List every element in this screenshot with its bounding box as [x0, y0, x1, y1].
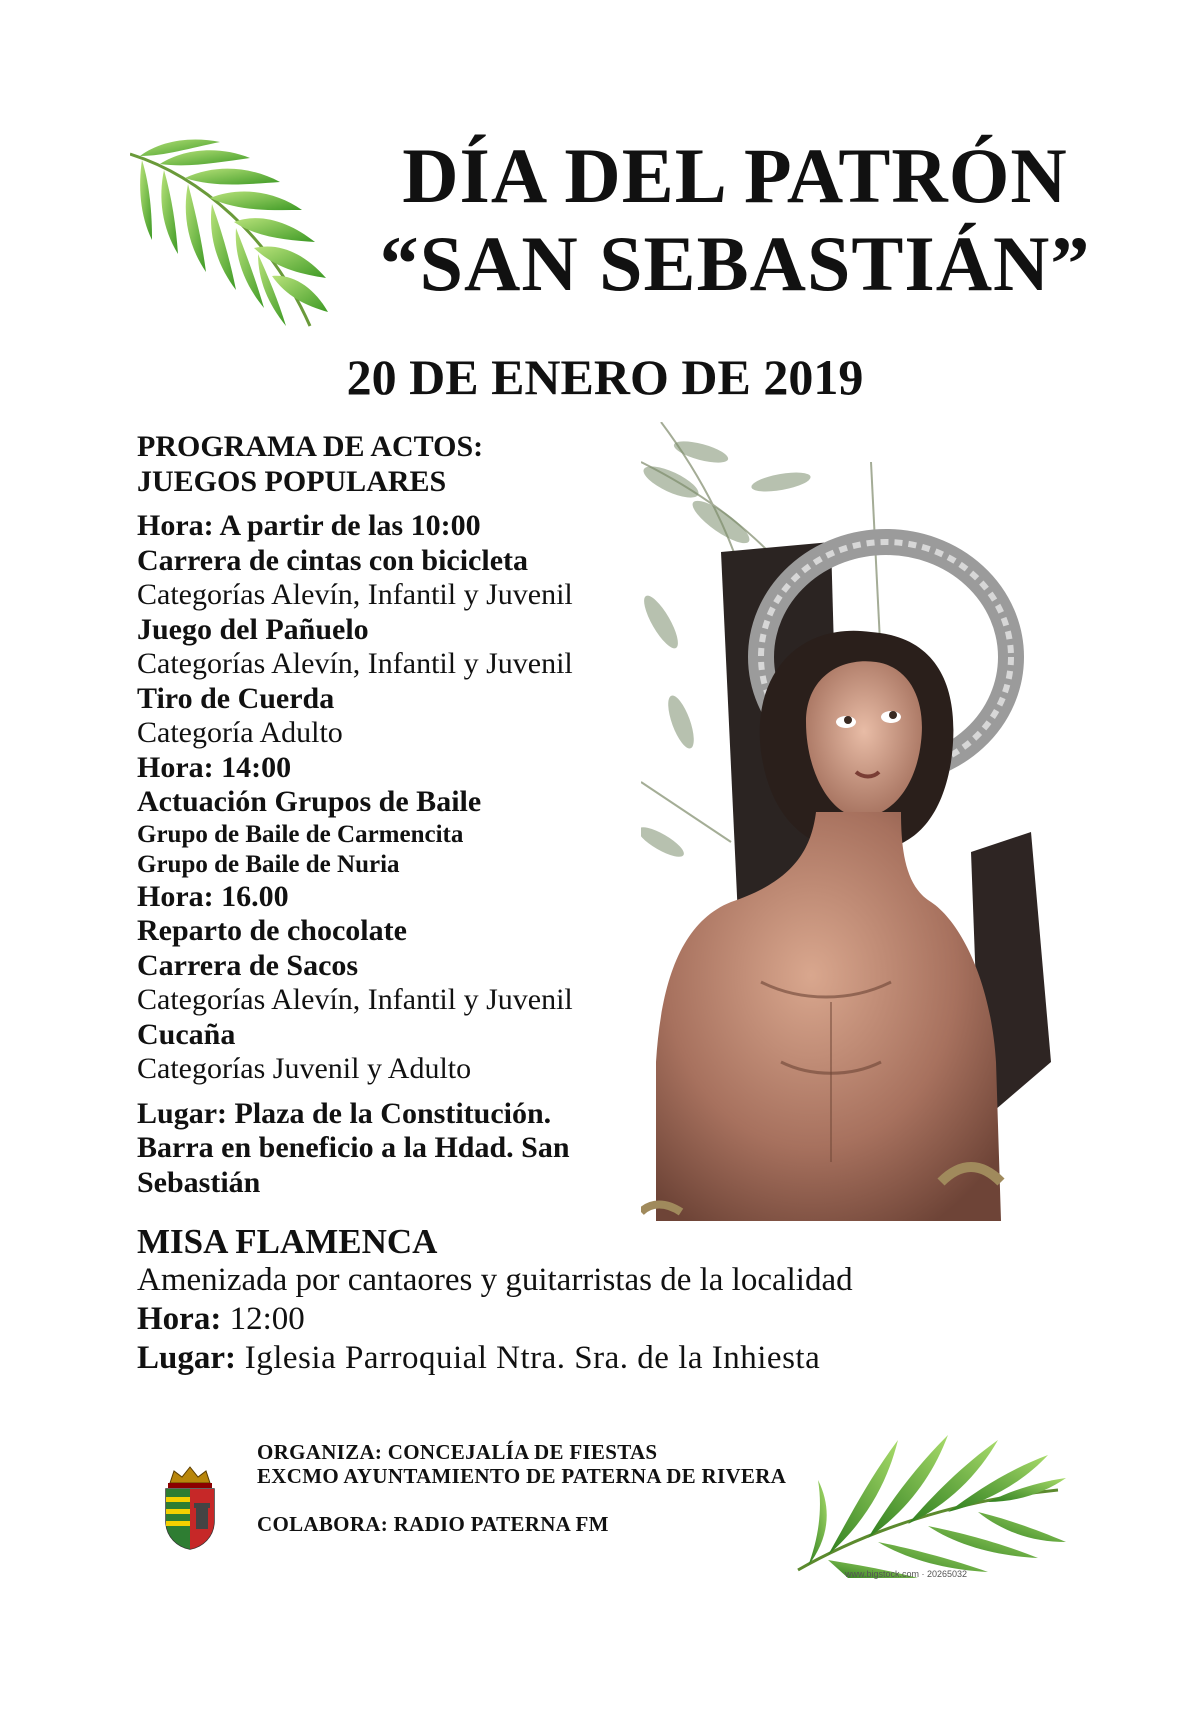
evento-5: Reparto de chocolate	[137, 914, 407, 947]
colabora-line: COLABORA: RADIO PATERNA FM	[257, 1512, 609, 1536]
misa-lugar-label: Lugar:	[137, 1340, 236, 1376]
organiza-line-1: ORGANIZA: CONCEJALÍA DE FIESTAS	[257, 1440, 658, 1464]
evento-4: Actuación Grupos de Baile	[137, 785, 482, 818]
event-date: 20 DE ENERO DE 2019	[346, 349, 864, 405]
evento-1: Carrera de cintas con bicicleta	[137, 543, 529, 577]
grupo-baile-2: Grupo de Baile de Nuria	[137, 850, 400, 878]
misa-hora-value: 12:00	[221, 1301, 305, 1337]
evento-7: Cucaña	[137, 1017, 236, 1051]
title-line-1: DÍA DEL PATRÓN	[402, 132, 1068, 219]
categoria-7: Categorías Juvenil y Adulto	[137, 1052, 472, 1085]
lugar-line-3: Sebastián	[137, 1165, 261, 1199]
organiza-line-2: EXCMO AYUNTAMIENTO DE PATERNA DE RIVERA	[257, 1464, 787, 1488]
evento-2: Juego del Pañuelo	[137, 612, 369, 646]
misa-block	[137, 1222, 1137, 1378]
misa-hora	[137, 1300, 1137, 1339]
evento-3: Tiro de Cuerda	[137, 681, 335, 715]
categoria-1: Categorías Alevín, Infantil y Juvenil	[137, 578, 573, 611]
title-line-2: “SAN SEBASTIÁN”	[379, 220, 1091, 307]
programa-heading: PROGRAMA DE ACTOS:	[137, 430, 484, 463]
categoria-2: Categorías Alevín, Infantil y Juvenil	[137, 647, 573, 680]
lugar-line-1: Lugar: Plaza de la Constitución.	[137, 1096, 552, 1130]
programa-block	[137, 430, 637, 1200]
misa-lugar	[137, 1339, 1137, 1378]
lugar-line-2: Barra en beneficio a la Hdad. San	[137, 1131, 570, 1164]
hora-2: Hora: 14:00	[137, 750, 292, 784]
misa-hora-label: Hora:	[137, 1301, 222, 1337]
misa-description: Amenizada por cantaores y guitarristas de la localidad	[137, 1262, 853, 1298]
juegos-heading: JUEGOS POPULARES	[137, 464, 447, 498]
evento-6: Carrera de Sacos	[137, 948, 359, 982]
hora-3: Hora: 16.00	[137, 879, 289, 913]
grupo-baile-1: Grupo de Baile de Carmencita	[137, 820, 464, 848]
palm-leaf-bottom-icon	[788, 1420, 1068, 1578]
hora-1: Hora: A partir de las 10:00	[137, 509, 481, 542]
categoria-6: Categorías Alevín, Infantil y Juvenil	[137, 983, 573, 1016]
misa-heading: MISA FLAMENCA	[137, 1222, 438, 1261]
categoria-3: Categoría Adulto	[137, 716, 343, 749]
saint-statue-photo	[641, 422, 1069, 1221]
misa-lugar-value: Iglesia Parroquial Ntra. Sra. de la Inhiesta	[236, 1340, 821, 1376]
coat-of-arms-icon	[160, 1465, 220, 1551]
stock-watermark: www.bigstock.com · 20265032	[845, 1569, 968, 1579]
